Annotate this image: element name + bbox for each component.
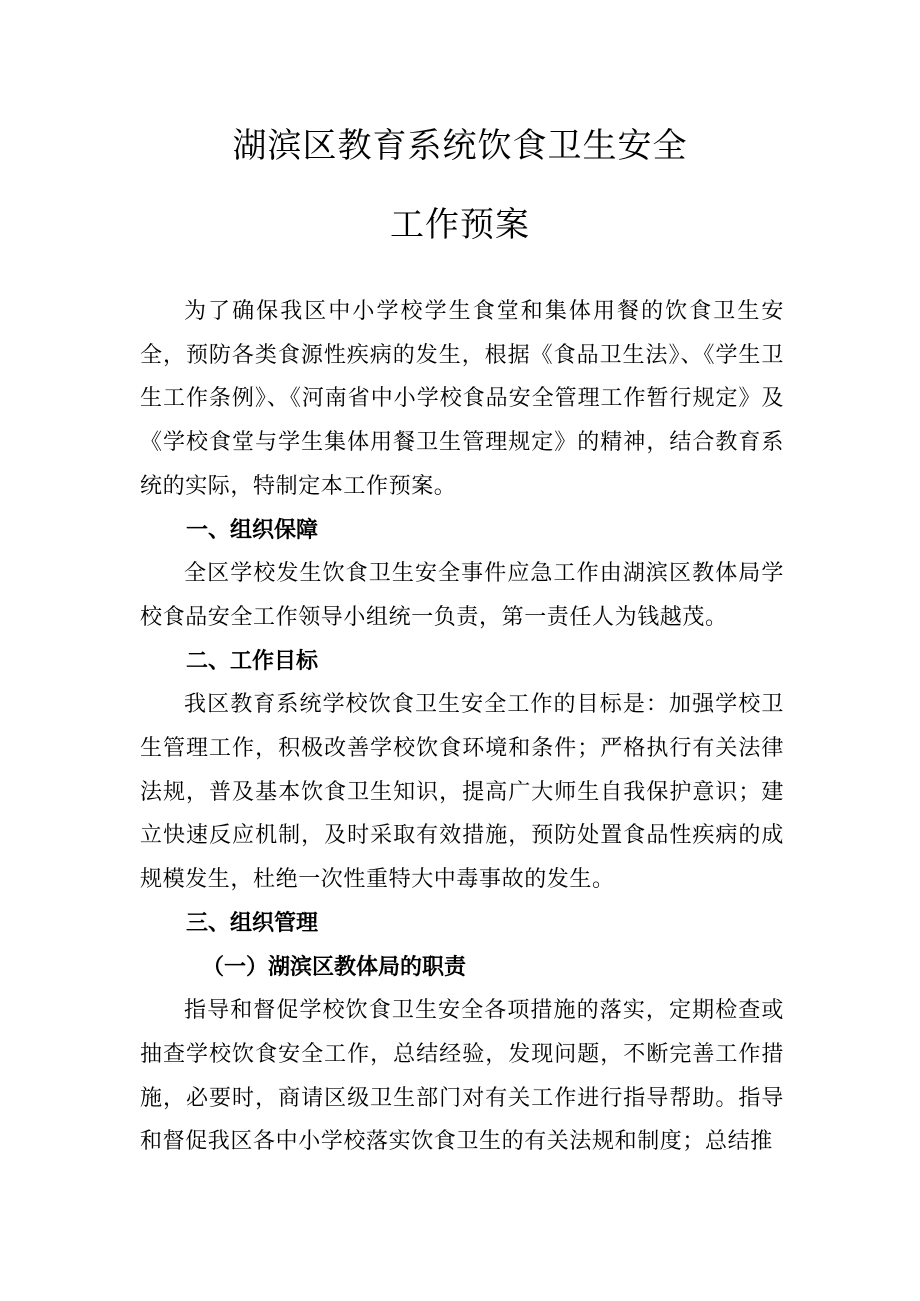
section-heading-work-goals: 二、工作目标 <box>186 648 319 674</box>
section-heading-organization-guarantee: 一、组织保障 <box>186 517 319 543</box>
section-body-organization-guarantee: 全区学校发生饮食卫生安全事件应急工作由湖滨区教体局学校食品安全工作领导小组统一负责，第一责任人为钱越茂。 <box>140 561 784 630</box>
intro-paragraph: 为了确保我区中小学校学生食堂和集体用餐的饮食卫生安全，预防各类食源性疾病的发生，根据《食品卫生法》、《学生卫生工作条例》、《河南省中小学校食品安全管理工作暂行规定》及《学校食堂与学生集体用餐卫生管理规定》的精神，结合教育系统的实际，特制定本工作预案。 <box>140 299 784 499</box>
document-body <box>140 290 784 1164</box>
subsection-heading-bureau-duties: （一）湖滨区教体局的职责 <box>202 954 467 980</box>
document-title-line-2: 工作预案 <box>390 205 530 245</box>
section-heading-organization-management: 三、组织管理 <box>186 910 319 936</box>
document-title-line-1: 湖滨区教育系统饮食卫生安全 <box>232 126 688 166</box>
subsection-body-bureau-duties: 指导和督促学校饮食卫生安全各项措施的落实，定期检查或抽查学校饮食安全工作，总结经验，发现问题，不断完善工作措施，必要时，商请区级卫生部门对有关工作进行指导帮助。指导和督促我区各中小学校落实饮食卫生的有关法规和制度；总结推 <box>140 998 784 1155</box>
section-body-work-goals: 我区教育系统学校饮食卫生安全工作的目标是：加强学校卫生管理工作，积极改善学校饮食环境和条件；严格执行有关法律法规，普及基本饮食卫生知识，提高广大师生自我保护意识；建立快速反应机制，及时采取有效措施，预防处置食品性疾病的成规模发生，杜绝一次性重特大中毒事故的发生。 <box>140 692 784 893</box>
